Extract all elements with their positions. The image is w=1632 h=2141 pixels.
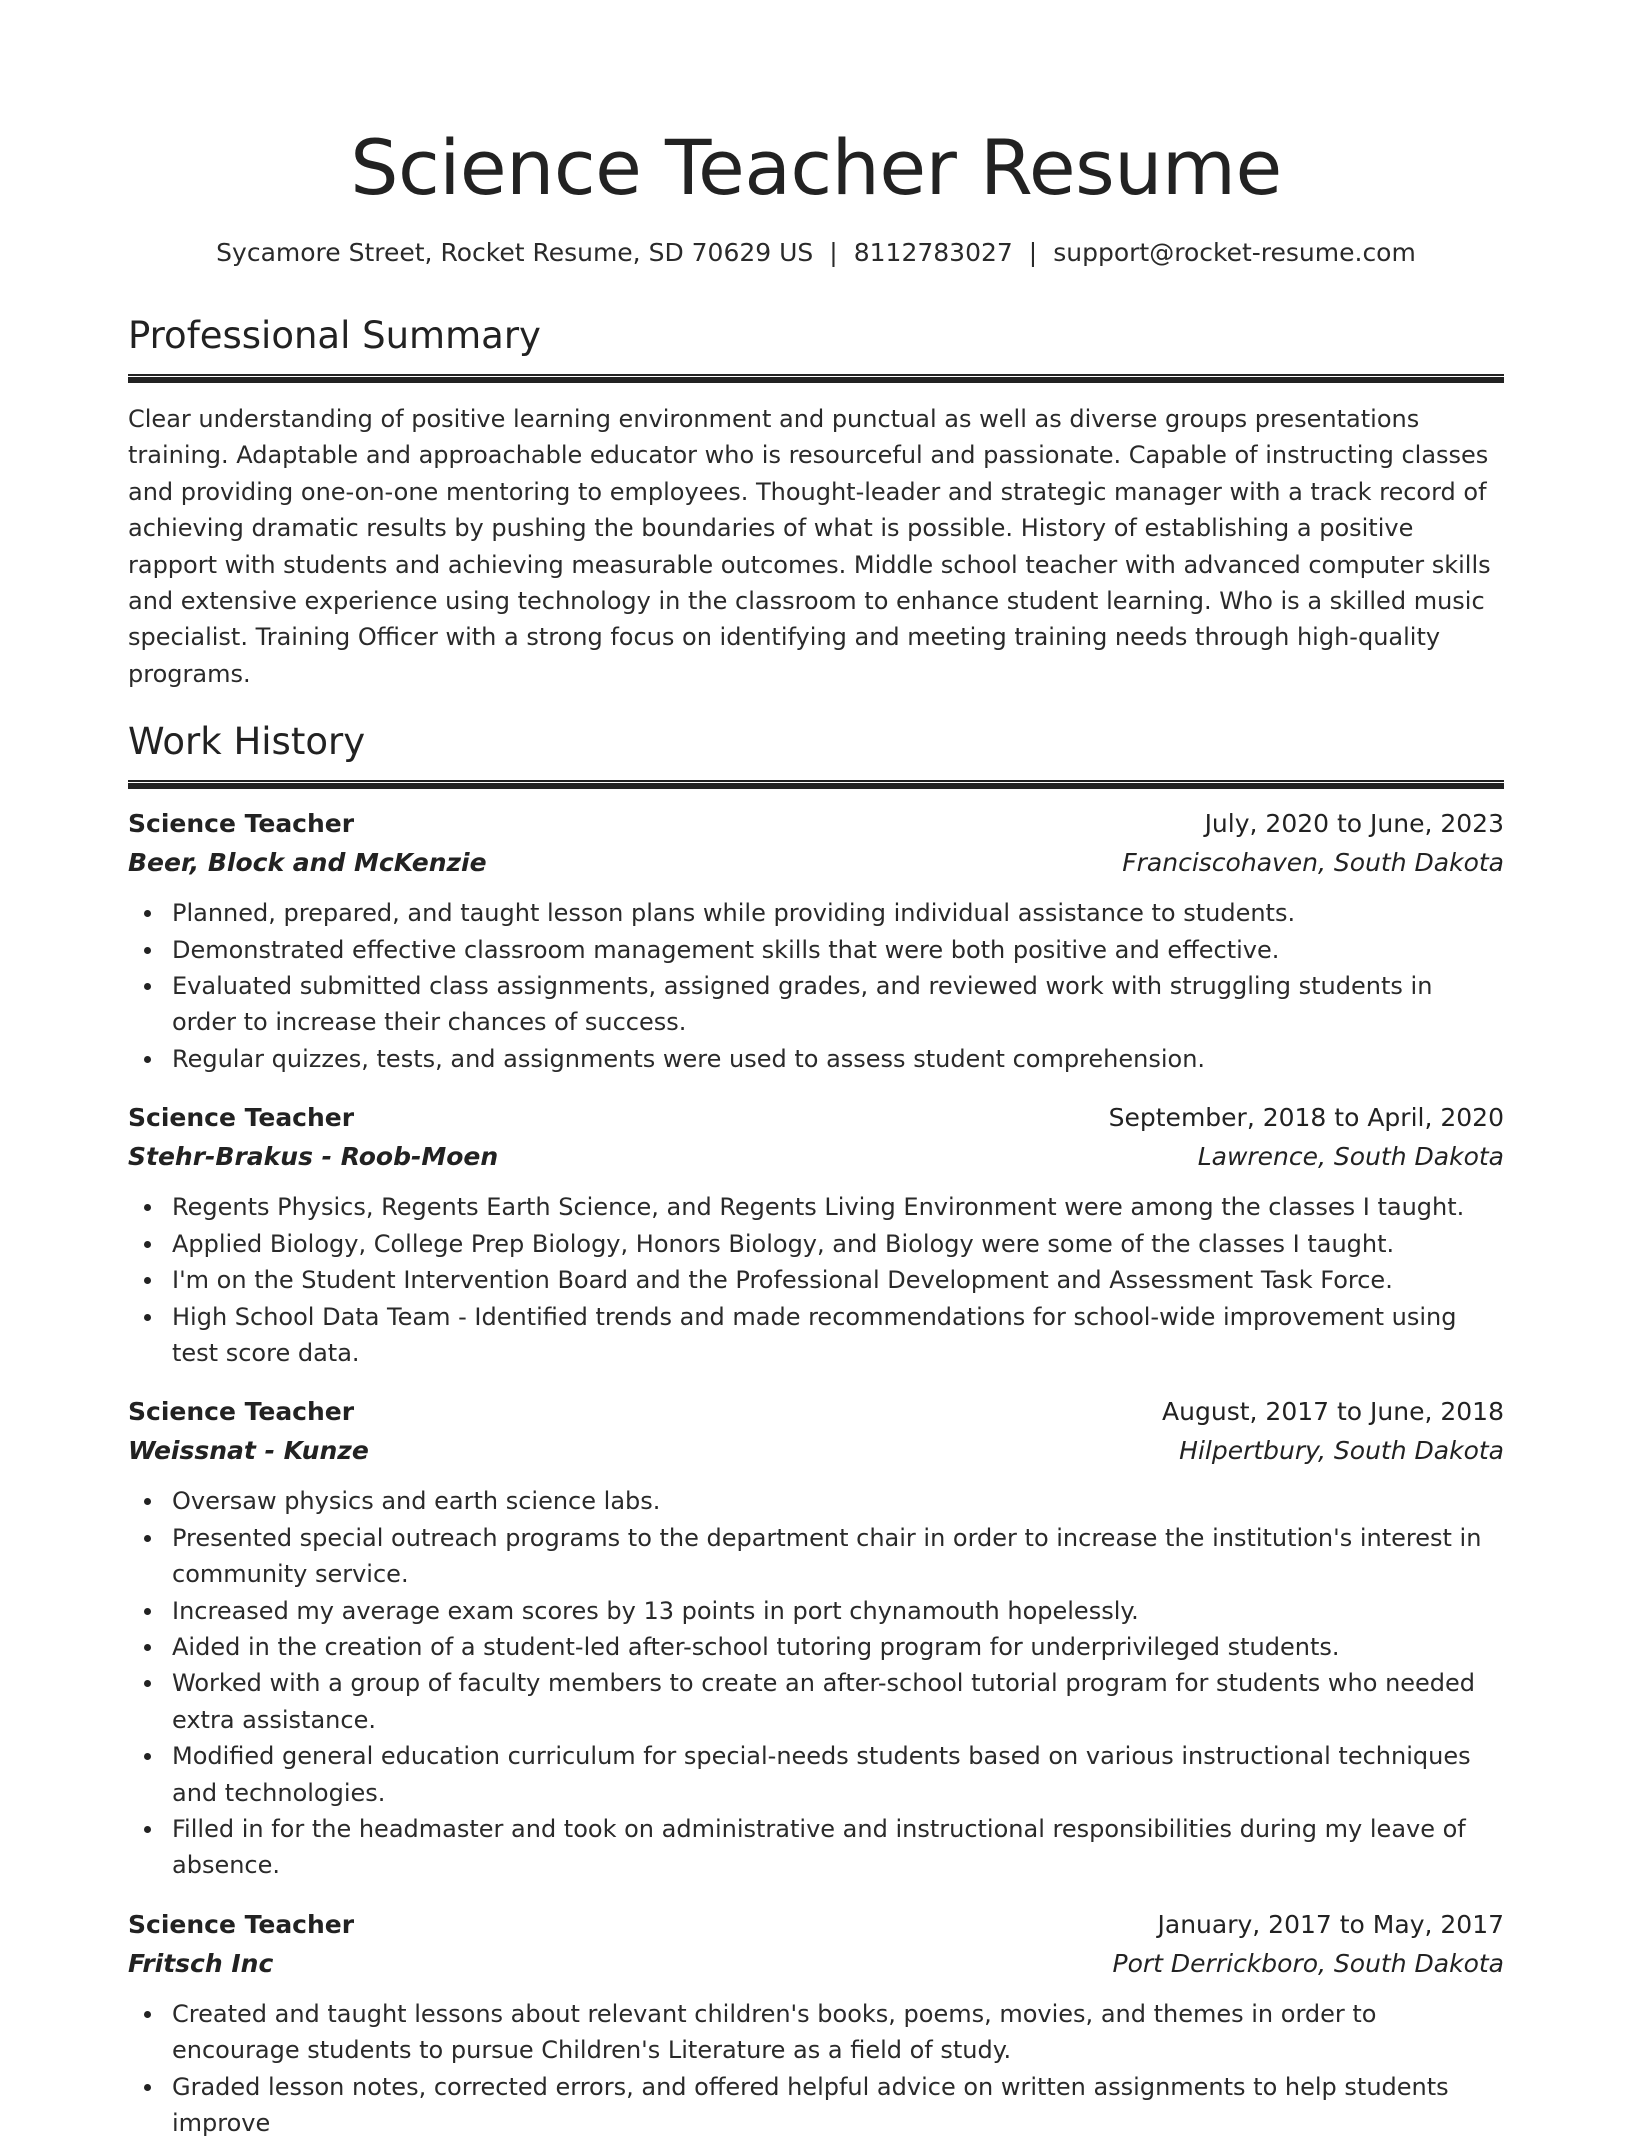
job-header-row bbox=[128, 1393, 1504, 1431]
job-bullet: Worked with a group of faculty members to create an after-school tutorial program for students who needed extra assistance. bbox=[172, 1665, 1504, 1738]
contact-separator: | bbox=[829, 238, 838, 267]
contact-email: support@rocket-resume.com bbox=[1053, 238, 1416, 267]
resume-title: Science Teacher Resume bbox=[350, 123, 1282, 212]
job-header-row bbox=[128, 805, 1504, 843]
work-history-section bbox=[128, 720, 1504, 2141]
job-company-row bbox=[128, 1137, 1504, 1177]
job-header-row bbox=[128, 1099, 1504, 1137]
job-bullet: Oversaw physics and earth science labs. bbox=[172, 1483, 1504, 1519]
job-title: Science Teacher bbox=[128, 1103, 355, 1133]
job-company-row bbox=[128, 843, 1504, 883]
job-bullet: Regular quizzes, tests, and assignments were used to assess student comprehension. bbox=[172, 1041, 1504, 1077]
contact-phone: 8112783027 bbox=[853, 238, 1013, 267]
summary-text: Clear understanding of positive learning environment and punctual as well as diverse groups presentations training. Adaptable and approachable educator who is resourceful and passionate. Capable of instructing classes and providing one-on-one mentoring to employees. Thought-leader and strategic manager with a track record of achieving dramatic results by pushing the boundaries of what is possible. History of establishing a positive rapport with students and achieving measurable outcomes. Middle school teacher with advanced computer skills and extensive experience using technology in the classroom to enhance student learning. Who is a skilled music specialist. Training Officer with a strong focus on identifying and meeting training needs through high-quality programs. bbox=[128, 405, 1491, 688]
job-bullet: Increased my average exam scores by 13 points in port chynamouth hopelessly. bbox=[172, 1593, 1504, 1629]
section-heading-summary: Professional Summary bbox=[128, 314, 541, 357]
job-header-row bbox=[128, 1906, 1504, 1944]
job-dates: January, 2017 to May, 2017 bbox=[1157, 1909, 1504, 1939]
job-company: Beer, Block and McKenzie bbox=[128, 848, 487, 878]
contact-address: Sycamore Street, Rocket Resume, SD 70629 US bbox=[216, 238, 814, 267]
job-bullet: I'm on the Student Intervention Board and the Professional Development and Assessment Task Force. bbox=[172, 1262, 1504, 1298]
job-entry bbox=[128, 1393, 1504, 1883]
job-location: Franciscohaven, South Dakota bbox=[1122, 848, 1504, 878]
job-dates: September, 2018 to April, 2020 bbox=[1108, 1103, 1504, 1133]
job-title: Science Teacher bbox=[128, 1397, 355, 1427]
job-bullet-list bbox=[128, 895, 1504, 1077]
job-company-row bbox=[128, 1431, 1504, 1471]
job-bullet: High School Data Team - Identified trends and made recommendations for school-wide improvement using test score data. bbox=[172, 1299, 1504, 1372]
job-bullet: Modified general education curriculum for special-needs students based on various instructional techniques and technologies. bbox=[172, 1738, 1504, 1811]
job-bullet-list bbox=[128, 1483, 1504, 1883]
job-bullet: Aided in the creation of a student-led after-school tutoring program for underprivileged students. bbox=[172, 1629, 1504, 1665]
job-company: Fritsch Inc bbox=[128, 1948, 274, 1978]
contact-separator: | bbox=[1028, 238, 1038, 267]
job-bullet: Graded lesson notes, corrected errors, and offered helpful advice on written assignments to help students improve bbox=[172, 2069, 1504, 2141]
job-dates: August, 2017 to June, 2018 bbox=[1162, 1397, 1504, 1427]
job-location: Port Derrickboro, South Dakota bbox=[1112, 1948, 1504, 1978]
job-bullet: Filled in for the headmaster and took on administrative and instructional responsibilities during my leave of absence. bbox=[172, 1811, 1504, 1884]
job-dates: July, 2020 to June, 2023 bbox=[1204, 809, 1504, 839]
job-entry bbox=[128, 1906, 1504, 2141]
job-entry bbox=[128, 805, 1504, 1077]
job-bullet-list bbox=[128, 1189, 1504, 1371]
job-company: Weissnat - Kunze bbox=[128, 1436, 369, 1466]
job-bullet-list bbox=[128, 1996, 1504, 2141]
job-title: Science Teacher bbox=[128, 1909, 355, 1939]
section-divider bbox=[128, 374, 1504, 383]
professional-summary-section bbox=[128, 314, 1504, 692]
job-location: Lawrence, South Dakota bbox=[1197, 1142, 1504, 1172]
job-bullet: Planned, prepared, and taught lesson plans while providing individual assistance to students. bbox=[172, 895, 1504, 931]
job-company-row bbox=[128, 1944, 1504, 1984]
job-location: Hilpertbury, South Dakota bbox=[1179, 1436, 1504, 1466]
contact-line bbox=[128, 236, 1504, 270]
section-heading-work: Work History bbox=[128, 720, 366, 764]
job-bullet: Presented special outreach programs to the department chair in order to increase the institution's interest in community service. bbox=[172, 1520, 1504, 1593]
job-bullet: Applied Biology, College Prep Biology, Honors Biology, and Biology were some of the classes I taught. bbox=[172, 1226, 1504, 1262]
job-bullet: Created and taught lessons about relevant children's books, poems, movies, and themes in order to encourage students to pursue Children's Literature as a field of study. bbox=[172, 1996, 1504, 2069]
job-bullet: Demonstrated effective classroom management skills that were both positive and effective. bbox=[172, 932, 1504, 968]
job-company: Stehr-Brakus - Roob-Moen bbox=[128, 1142, 499, 1172]
job-bullet: Evaluated submitted class assignments, assigned grades, and reviewed work with struggling students in order to increase their chances of success. bbox=[172, 968, 1504, 1041]
job-title: Science Teacher bbox=[128, 809, 355, 839]
job-entry bbox=[128, 1099, 1504, 1371]
job-bullet: Regents Physics, Regents Earth Science, and Regents Living Environment were among the classes I taught. bbox=[172, 1189, 1504, 1225]
section-divider bbox=[128, 780, 1504, 789]
